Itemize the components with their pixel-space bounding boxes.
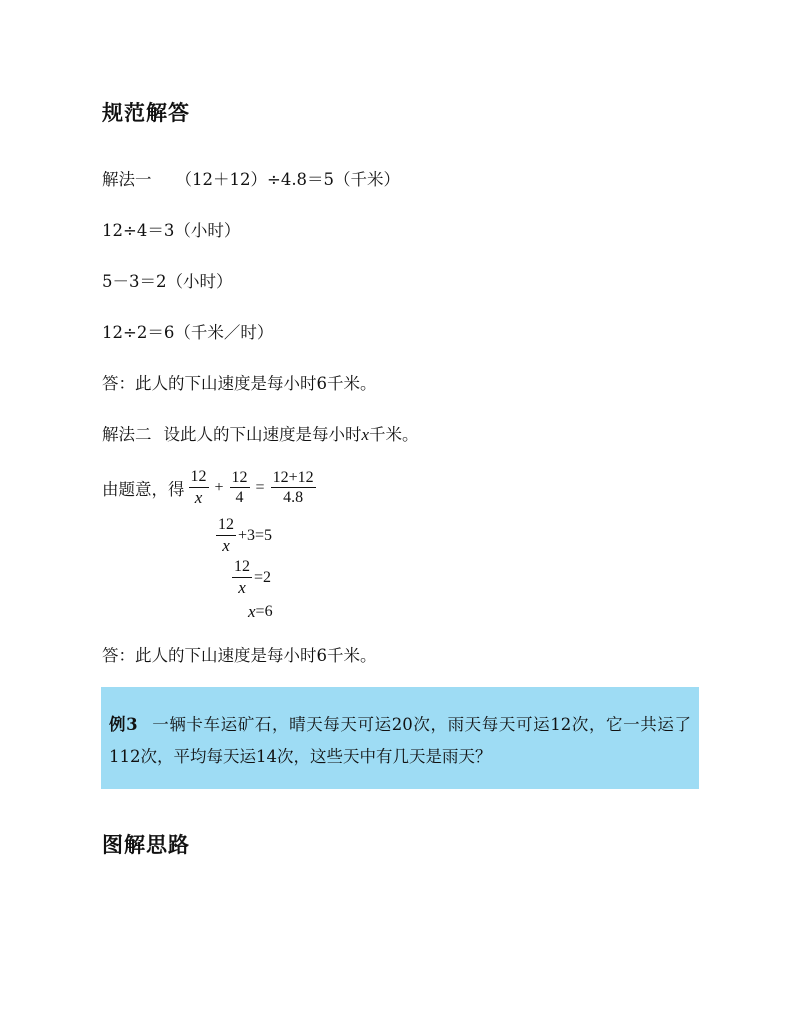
method2-intro-line [102, 421, 419, 445]
equation-1 [102, 468, 318, 507]
equation-3 [230, 558, 271, 597]
method2-label: 解法二 [102, 425, 152, 444]
equation-4 [248, 602, 273, 622]
eq1-equals: = [255, 478, 265, 496]
solution-heading: 规范解答 [102, 100, 190, 125]
method2-answer: 答：此人的下山速度是每小时6千米。 [102, 646, 377, 665]
eq4-variable: x [248, 602, 256, 621]
method2-variable: x [361, 425, 370, 444]
eq2-numerator: 12 [216, 516, 236, 536]
example-box [101, 687, 699, 789]
eq1-f3-numerator: 12+12 [271, 469, 316, 489]
example-label: 例3 [109, 715, 138, 734]
method1-step2: 12÷4＝3（小时） [102, 221, 241, 240]
equation-2 [214, 516, 272, 555]
method1-step1: （12＋12）÷4.8＝5（千米） [175, 170, 401, 189]
eq1-f1-denominator: x [194, 487, 203, 507]
eq3-fraction [232, 558, 252, 597]
equation-lead: 由题意，得 [102, 479, 185, 499]
eq1-fraction-1 [189, 468, 209, 507]
eq2-fraction [216, 516, 236, 555]
eq1-fraction-3 [271, 469, 316, 507]
eq3-rest: =2 [254, 568, 272, 586]
eq1-f3-denominator: 4.8 [283, 489, 304, 507]
eq1-f2-denominator: 4 [235, 489, 244, 507]
eq1-plus: + [214, 478, 224, 496]
eq1-fraction-2 [230, 469, 250, 507]
eq3-numerator: 12 [232, 558, 252, 578]
method1-step1-line [102, 166, 400, 190]
method1-step4: 12÷2＝6（千米／时） [102, 323, 274, 342]
method1-label: 解法一 [102, 170, 152, 189]
example-text-block [101, 709, 699, 773]
eq2-rest: +3=5 [238, 526, 273, 544]
method2-intro-before: 设此人的下山速度是每小时 [163, 425, 362, 444]
eq1-f1-numerator: 12 [189, 468, 209, 488]
method1-step3: 5－3＝2（小时） [102, 272, 233, 291]
method1-answer: 答：此人的下山速度是每小时6千米。 [102, 374, 377, 393]
diagram-heading: 图解思路 [102, 832, 190, 857]
example-text: 一辆卡车运矿石，晴天每天可运20次，雨天每天可运12次，它一共运了112次，平均每天运14次，这些天中有几天是雨天？ [109, 715, 691, 766]
eq2-denominator: x [222, 535, 230, 555]
eq1-f2-numerator: 12 [230, 469, 250, 489]
eq4-rest: =6 [255, 603, 273, 620]
eq3-denominator: x [238, 577, 246, 597]
method2-intro-after: 千米。 [369, 425, 419, 444]
